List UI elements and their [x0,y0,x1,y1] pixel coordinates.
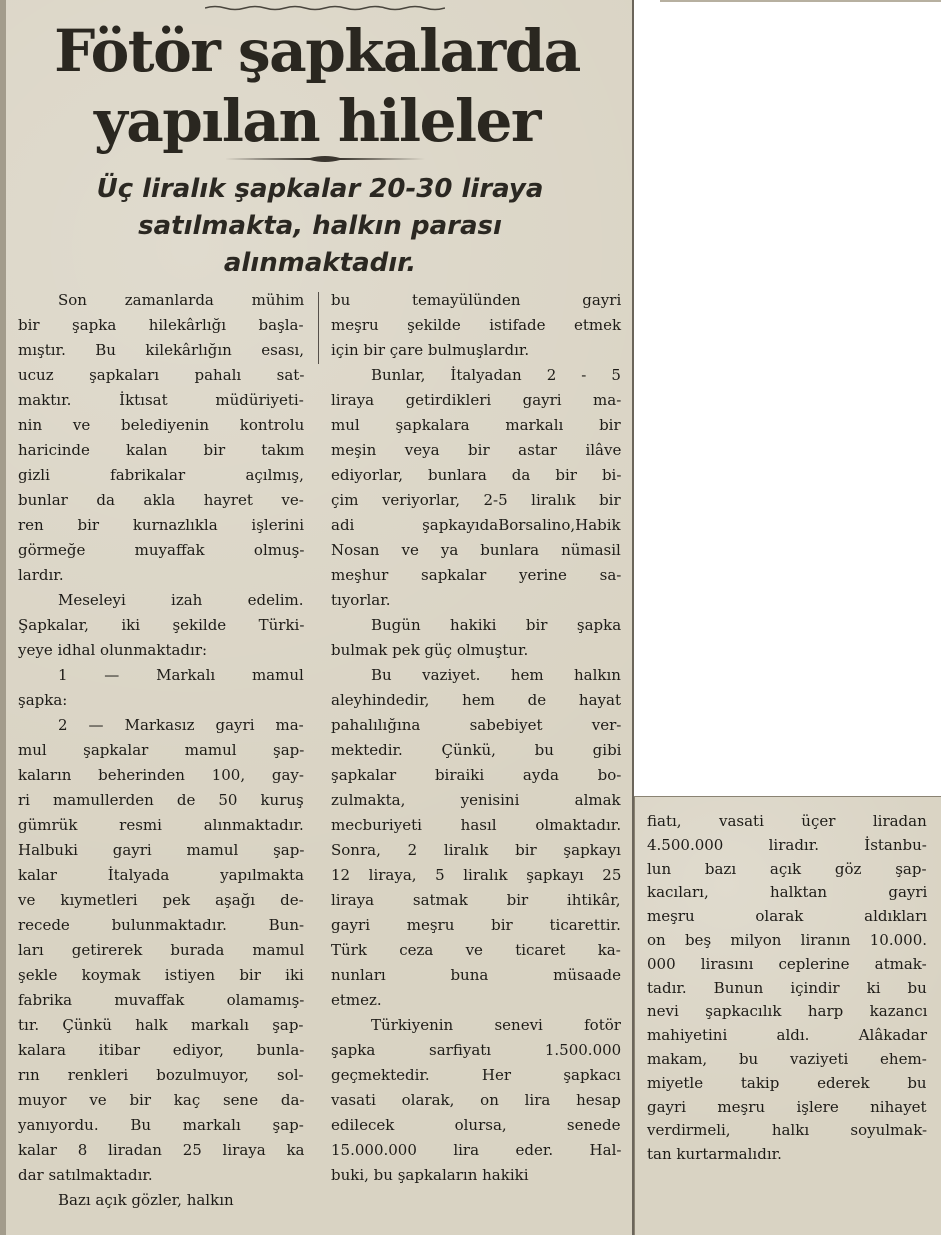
article-line: 000 lirasını ceplerine atmak- [647,954,927,973]
article-line: kaların beherinden 100, gay- [18,766,304,784]
article-line: kalar İtalyada yapılmakta [18,866,304,884]
article-line: muyor ve bir kaç sene da- [18,1091,305,1109]
article-line: tıyorlar. [331,591,391,609]
article-line: etmez. [331,991,382,1009]
article-line: ları getirerek burada mamul [18,941,305,959]
article-line: makam, bu vaziyeti ehem- [647,1050,927,1068]
article-line: yeye idhal olunmaktadır: [18,641,208,659]
article-line: vasati olarak, on lira hesap [331,1091,621,1109]
article-line: edilecek olursa, senede [331,1116,621,1134]
article-line: mıştır. Bu kilekârlığın esası, [18,341,305,359]
article-line: Bazı açık gözler, halkın [58,1191,234,1209]
headline-line-1: Fötör şapkalarda [54,17,580,85]
subheadline-line-1: Üç liralık şapkalar 20-30 liraya [96,174,544,204]
article-line: tadır. Bunun içindir ki bu [647,978,927,997]
article-line: Son zamanlarda mühim [58,291,305,309]
article-line: nevi şapkacılık harp kazancı [647,1002,928,1021]
headline-divider [225,154,425,164]
article-line: Türk ceza ve ticaret ka- [331,941,621,959]
article-line: 1 — Markalı mamul [58,666,304,684]
article-line: ve kıymetleri pek aşağı de- [18,891,304,909]
article-line: tır. Çünkü halk markalı şap- [18,1016,304,1034]
newspaper-clipping-continuation [634,796,941,1235]
article-line: şekle koymak istiyen bir iki [18,966,304,984]
article-line: kacıları, halktan gayri [647,883,928,902]
article-line: lun bazı açık göz şap- [647,859,927,878]
article-line: rın renkleri bozulmuyor, sol- [18,1066,304,1084]
article-line: liraya satmak bir ihtikâr, [331,891,621,909]
article-line: fiatı, vasati üçer liradan [647,812,927,830]
article-line: şapkalar biraiki ayda bo- [331,766,622,784]
article-line: mahiyetini aldı. Alâkadar [647,1026,928,1045]
article-line: aleyhindedir, hem de hayat [331,691,621,709]
article-line: meşhur sapkalar yerine sa- [331,566,622,584]
article-line: zulmakta, yenisini almak [331,791,621,809]
article-line: Meseleyi izah edelim. [58,591,304,609]
article-line: bulmak pek güç olmuştur. [331,641,529,659]
article-line: 12 liraya, 5 liralık şapkayı 25 [331,866,622,884]
top-ornament-rule [205,5,445,11]
article-line: mul şapkalar mamul şap- [18,741,305,759]
headline-line-2: yapılan hileler [94,87,540,155]
article-line: haricinde kalan bir takım [18,441,305,459]
article-line: kalar 8 liradan 25 liraya ka [18,1141,305,1159]
article-line: ediyorlar, bunlara da bir bi- [331,466,622,484]
article-line: buki, bu şapkaların hakiki [331,1166,529,1184]
article-line: şapka sarfiyatı 1.500.000 [331,1041,622,1059]
article-line: Halbuki gayri mamul şap- [18,841,305,859]
clipping-fragment-top [660,0,941,2]
article-line: geçmektedir. Her şapkacı [331,1066,621,1084]
article-line: on beş milyon liranın 10.000. [647,931,928,949]
article-line: miyetle takip ederek bu [647,1073,927,1092]
article-line: dar satılmaktadır. [18,1166,153,1184]
article-line: mecburiyeti hasıl olmaktadır. [331,816,622,834]
article-line: görmeğe muyaffak olmuş- [18,541,305,559]
article-line: meşru olarak aldıkları [647,907,928,926]
article-line: mektedir. Çünkü, bu gibi [331,741,622,759]
article-line: meşin veya bir astar ilâve [331,441,622,459]
article-line: nin ve belediyenin kontrolu [18,416,305,434]
article-line: Türkiyenin senevi fotör [371,1016,621,1034]
article-line: lardır. [18,566,64,584]
article-line: Bunlar, İtalyadan 2 - 5 [371,366,621,384]
article-line: bir şapka hilekârlığı başla- [18,316,304,334]
article-line: liraya getirdikleri gayri ma- [331,391,622,409]
article-line: yanıyordu. Bu markalı şap- [18,1116,304,1134]
article-line: tan kurtarmalıdır. [647,1145,782,1164]
article-line: adi şapkayıdaBorsalino,Habik [331,516,621,534]
article-line: gayri meşru işlere nihayet [647,1097,927,1116]
article-line: Sonra, 2 liralık bir şapkayı [331,841,621,859]
article-line: 2 — Markasız gayri ma- [58,716,304,734]
article-line: şapka: [18,691,68,709]
article-line: recede bulunmaktadır. Bun- [18,916,305,934]
article-line: gayri meşru bir ticarettir. [331,916,621,934]
article-line: gizli fabrikalar açılmış, [18,466,304,484]
article-line: 15.000.000 lira eder. Hal- [331,1141,622,1159]
article-line: ri mamullerden de 50 kuruş [18,791,304,809]
subheadline-line-3: alınmaktadır. [223,248,417,278]
article-line: Bu vaziyet. hem halkın [371,666,621,684]
subheadline-line-2: satılmakta, halkın parası [138,211,502,241]
article-line: pahalılığına sabebiyet ver- [331,716,622,734]
article-line: nunları buna müsaade [331,966,622,984]
article-line: meşru şekilde istifade etmek [331,316,622,334]
column-divider [318,292,319,364]
article-line: ucuz şapkaları pahalı sat- [18,366,305,384]
article-line: Nosan ve ya bunlara nümasil [331,541,621,559]
paper-edge [0,0,6,1235]
article-line: bu temayülünden gayri [331,291,622,309]
article-line: bunlar da akla hayret ve- [18,491,304,509]
article-line: Şapkalar, iki şekilde Türki- [18,616,305,634]
article-line: verdirmeli, halkı soyulmak- [647,1121,928,1140]
article-line: ren bir kurnazlıkla işlerini [18,516,305,534]
article-line: çim veriyorlar, 2-5 liralık bir [331,491,621,509]
article-line: kalara itibar ediyor, bunla- [18,1041,305,1059]
article-line: Bugün hakiki bir şapka [371,616,622,634]
article-line: maktır. İktısat müdüriyeti- [18,391,304,409]
article-line: 4.500.000 liradır. İstanbu- [647,835,927,854]
article-line: için bir çare bulmuşlardır. [331,341,530,359]
article-line: fabrika muvaffak olamamış- [18,991,305,1009]
article-line: gümrük resmi alınmaktadır. [18,816,304,834]
article-line: mul şapkalara markalı bir [331,416,621,434]
